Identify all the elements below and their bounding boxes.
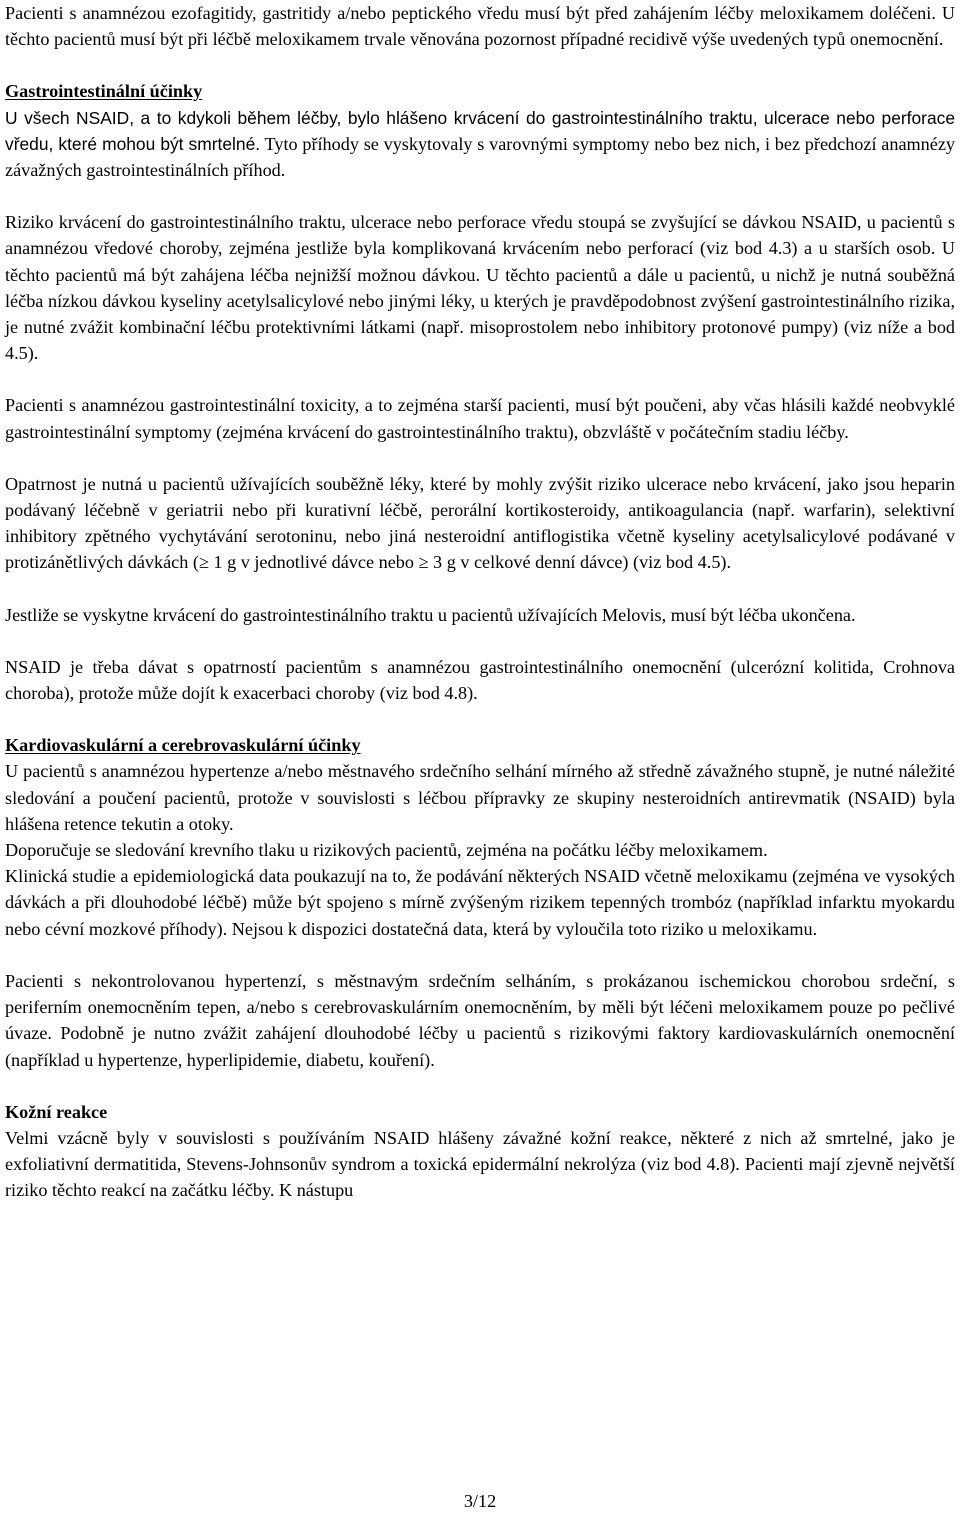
text-run: 1 g v jednotlivé dávce nebo <box>208 552 419 573</box>
text-run: Opatrnost je nutná u pacientů užívajících souběžně léky, které by mohly zvýšit riziko ulcerace nebo krvácení, jako jsou heparin podávaný léčebně v geriatrii nebo při kurativní léčbě, perorální kortikosteroidy, antikoagulancia (např. warfarin), selektivní inhibitory zpětného vychytávání serotoninu, nebo jiná nesteroidní antiflogistika včetně kyseliny acetylsalicylové podávané v protizánětlivých dávkách ( <box>5 473 955 573</box>
paragraph-gastro-nsaid: NSAID je třeba dávat s opatrností pacientům s anamnézou gastrointestinálního onemocnění (ulcerózní kolitida, Crohnova choroba), protože může dojít k exacerbaci choroby (viz bod 4.8). <box>5 656 955 704</box>
paragraph-cardio-4: Pacienti s nekontrolovanou hypertenzí, s městnavým srdečním selháním, s prokázanou ischemickou chorobou srdeční, s periferním onemocněním tepen, a/nebo s cerebrovaskulárním onemocněním, by měli být léčeni meloxikamem pouze po pečlivé úvaze. Podobně je nutno zvážit zahájení dlouhodobé léčby u pacientů s rizikovými faktory kardiovaskulárních onemocnění (například u hypertenze, hyperlipidemie, diabetu, kouření). <box>5 970 955 1070</box>
text-run: U všech NSAID, a to kdykoli během léčby, bylo hlášeno krvácení do gastrointestinálního traktu, ulcerace nebo perforace vředu, které mohou být smrtelné. <box>5 107 955 154</box>
section-heading: Gastrointestinální účinky <box>5 81 203 102</box>
paragraph-gastro-risk: Riziko krvácení do gastrointestinálního traktu, ulcerace nebo perforace vředu stoupá se zvyšující se dávkou NSAID, u pacientů s anamnézou vředové choroby, zejména jestliže byla komplikovaná krvácením nebo perforací (viz bod 4.3) a u starších osob. U těchto pacientů má být zahájena léčba nejnižší možnou dávkou. U těchto pacientů a dále u pacientů, u nichž je nutná souběžná léčba nízkou dávkou kyseliny acetylsalicylové nebo jinými léky, u kterých je pravděpodobnost zvýšení gastrointestinálního rizika, je nutné zvážit kombinační léčbu protektivními látkami (např. misoprostolem nebo inhibitory protonové pumpy) (viz níže a bod 4.5). <box>5 212 955 364</box>
section-gastro-heading <box>5 78 955 104</box>
paragraph-cardio-2: Doporučuje se sledování krevního tlaku u rizikových pacientů, zejména na počátku léčby meloxikamem. <box>5 840 768 861</box>
document-page <box>5 0 955 1204</box>
page-number: 3/12 <box>463 1491 497 1511</box>
text-run: Tyto příhody se vyskytovaly s varovnými symptomy nebo bez nich, i bez předchozí anamnézy závažných gastrointestinálních příhod. <box>5 133 955 181</box>
section-heading: Kardiovaskulární a cerebrovaskulární účinky <box>5 735 361 756</box>
section-cardio-heading <box>5 732 955 758</box>
section-skin-heading <box>5 1099 955 1125</box>
paragraph-gastro-caution <box>5 471 955 576</box>
ge-symbol: ≥ <box>198 552 209 573</box>
paragraph-gastro-toxicity: Pacienti s anamnézou gastrointestinální toxicity, a to zejména starší pacienti, musí být poučeni, aby včas hlásili každé neobvyklé gastrointestinální symptomy (zejména krvácení do gastrointestinálního traktu), obzvláště v počátečním stadiu léčby. <box>5 395 955 442</box>
section-heading: Kožní reakce <box>5 1101 108 1122</box>
paragraph-skin-1: Velmi vzácně byly v souvislosti s používáním NSAID hlášeny závažné kožní reakce, některé z nich až smrtelné, jako je exfoliativní dermatitida, Stevens-Johnsonův syndrom a toxická epidermální nekrolýza (viz bod 4.8). Pacienti mají zjevně největší riziko těchto reakcí na začátku léčby. K nástupu <box>5 1127 955 1201</box>
paragraph-intro: Pacienti s anamnézou ezofagitidy, gastritidy a/nebo peptického vředu musí být před zahájením léčby meloxikamem doléčeni. U těchto pacientů musí být při léčbě meloxikamem trvale věnována pozornost případné recidivě výše uvedených typů onemocnění. <box>5 3 955 50</box>
ge-symbol: ≥ <box>418 552 429 573</box>
paragraph-gastro-stop: Jestliže se vyskytne krvácení do gastrointestinálního traktu u pacientů užívajících Melovis, musí být léčba ukončena. <box>5 604 856 625</box>
paragraph-cardio-1: U pacientů s anamnézou hypertenze a/nebo městnavého srdečního selhání mírného až středně závažného stupně, je nutné náležité sledování a poučení pacientů, protože v souvislosti s léčbou přípravky ze skupiny nesteroidních antirevmatik (NSAID) byla hlášena retence tekutin a otoky. <box>5 761 955 834</box>
text-run: 3 g v celkové denní dávce) (viz bod 4.5). <box>428 552 732 573</box>
paragraph-cardio-3: Klinická studie a epidemiologická data poukazují na to, že podávání některých NSAID včetně meloxikamu (zejména ve vysokých dávkách a při dlouhodobé léčbě) může být spojeno s mírně zvýšeným rizikem tepenných trombóz (například infarktu myokardu nebo cévní mozkové příhody). Nejsou k dispozici dostatečná data, která by vyloučila toto riziko u meloxikamu. <box>5 866 955 939</box>
paragraph-gastro-intro <box>5 105 955 184</box>
